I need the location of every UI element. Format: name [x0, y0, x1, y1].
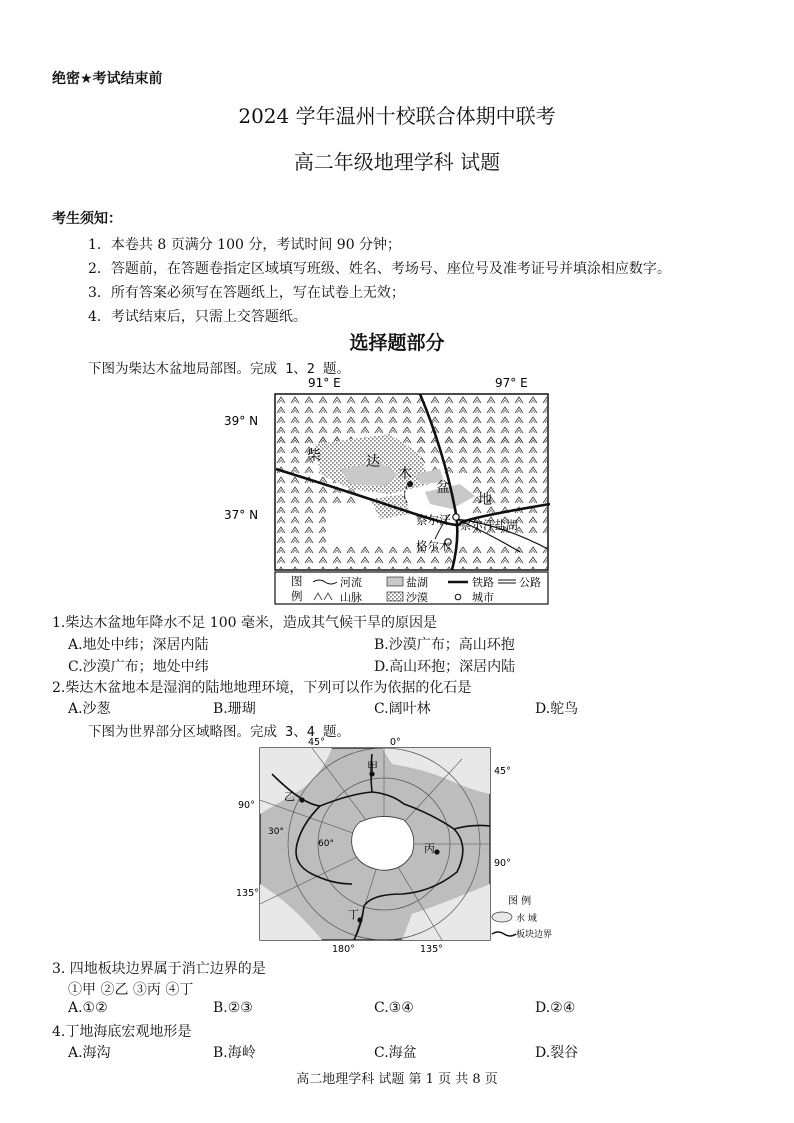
- q4-option-a[interactable]: A.海沟: [68, 1045, 111, 1061]
- legend-city: 城市: [472, 591, 494, 604]
- basin-char: 盆: [436, 480, 450, 496]
- place-bing: 丙: [424, 842, 435, 855]
- grid-label: 0°: [390, 737, 401, 748]
- notice-item: 1．本卷共 8 页满分 100 分，考试时间 90 分钟；: [88, 237, 402, 253]
- question-2-stem: 2.柴达木盆地本是湿润的陆地地理环境，下列可以作为依据的化石是: [52, 680, 472, 696]
- grid-label: 45°: [494, 766, 511, 777]
- question-1-stem: 1.柴达木盆地年降水不足 100 毫米，造成其气候干旱的原因是: [52, 615, 437, 631]
- legend-road: 公路: [519, 576, 541, 589]
- legend-river: 河流: [340, 576, 362, 589]
- lat-label-37n: 37° N: [224, 508, 259, 522]
- legend-salt-lake: 盐湖: [406, 576, 428, 589]
- q4-option-b[interactable]: B.海岭: [213, 1045, 256, 1061]
- section-title: 选择题部分: [349, 332, 445, 354]
- notice-item: 2．答题前，在答题卷指定区域填写班级、姓名、考场号、座位号及准考证号并填涂相应数字。: [88, 261, 671, 277]
- q1-option-b[interactable]: B.沙漠广布；高山环抱: [374, 637, 515, 653]
- grid-label: 135°: [420, 944, 443, 954]
- q3-option-a[interactable]: A.①②: [68, 1000, 108, 1016]
- q1-option-c[interactable]: C.沙漠广布；地处中纬: [68, 659, 209, 675]
- grid-label: 180°: [332, 944, 355, 954]
- legend-water: 水 域: [516, 914, 537, 924]
- basin-char: 木: [398, 466, 412, 482]
- legend-title: 图: [291, 574, 303, 588]
- legend-railway: 铁路: [472, 576, 494, 589]
- basin-char: 地: [478, 492, 492, 508]
- map1-intro: 下图为柴达木盆地局部图。完成 1、2 题。: [88, 361, 351, 377]
- q4-option-d[interactable]: D.裂谷: [535, 1045, 579, 1061]
- basin-char: 柴: [307, 448, 321, 464]
- basin-char: 达: [366, 454, 380, 470]
- antarctic-region-map: [232, 734, 562, 954]
- lat-label-39n: 39° N: [224, 414, 259, 428]
- lon-label-97e: 97° E: [495, 376, 528, 390]
- place-yi: 乙: [284, 790, 295, 803]
- legend-mountain: 山脉: [340, 591, 362, 604]
- qaidam-basin-map: [220, 374, 565, 606]
- q2-option-c[interactable]: C.阔叶林: [374, 701, 431, 717]
- q2-option-a[interactable]: A.沙葱: [68, 701, 111, 717]
- grid-label: 90°: [494, 858, 511, 869]
- q3-option-c[interactable]: C.③④: [374, 1000, 414, 1016]
- legend-plate-boundary: 板块边界: [516, 930, 553, 940]
- lon-label-91e: 91° E: [308, 376, 341, 390]
- grid-label: 45°: [308, 737, 325, 748]
- exam-title: 2024 学年温州十校联合体期中联考: [238, 104, 556, 128]
- place-jia: 甲: [367, 760, 378, 773]
- question-4-stem: 4.丁地海底宏观地形是: [52, 1024, 192, 1040]
- legend-desert: 沙漠: [406, 591, 428, 604]
- grid-label: 90°: [238, 800, 255, 811]
- legend-title: 图 例: [508, 896, 532, 907]
- confidential-mark: 绝密★考试结束前: [52, 71, 163, 87]
- salt-lake-label: 察尔汗盐湖: [460, 518, 518, 532]
- grid-label: 60°: [318, 839, 334, 849]
- notice-item: 3．所有答案必须写在答题纸上，写在试卷上无效；: [88, 285, 405, 301]
- exam-subtitle: 高二年级地理学科 试题: [293, 150, 501, 174]
- grid-label: 30°: [268, 827, 284, 837]
- q2-option-d[interactable]: D.鸵鸟: [535, 701, 579, 717]
- q4-option-c[interactable]: C.海盆: [374, 1045, 417, 1061]
- notice-item: 4．考试结束后，只需上交答题纸。: [88, 309, 307, 325]
- q3-option-b[interactable]: B.②③: [213, 1000, 253, 1016]
- question-3-stem: 3. 四地板块边界属于消亡边界的是: [52, 961, 266, 977]
- grid-label: 135°: [236, 888, 259, 899]
- q3-option-d[interactable]: D.②④: [535, 1000, 576, 1016]
- q1-option-d[interactable]: D.高山环抱；深居内陆: [374, 659, 516, 675]
- legend-title: 例: [291, 589, 303, 603]
- place-ding: 丁: [348, 908, 359, 921]
- page-footer: 高二地理学科 试题 第 1 页 共 8 页: [296, 1072, 498, 1087]
- notice-heading: 考生须知：: [52, 211, 122, 227]
- city-qarhan: 察尔汗: [416, 513, 451, 527]
- city-golmud: 格尔木: [416, 539, 451, 553]
- map2-intro: 下图为世界部分区域略图。完成 3、4 题。: [88, 724, 351, 740]
- q1-option-a[interactable]: A.地处中纬；深居内陆: [68, 637, 209, 653]
- q2-option-b[interactable]: B.珊瑚: [213, 701, 256, 717]
- q3-sub-items: ①甲 ②乙 ③丙 ④丁: [68, 982, 194, 998]
